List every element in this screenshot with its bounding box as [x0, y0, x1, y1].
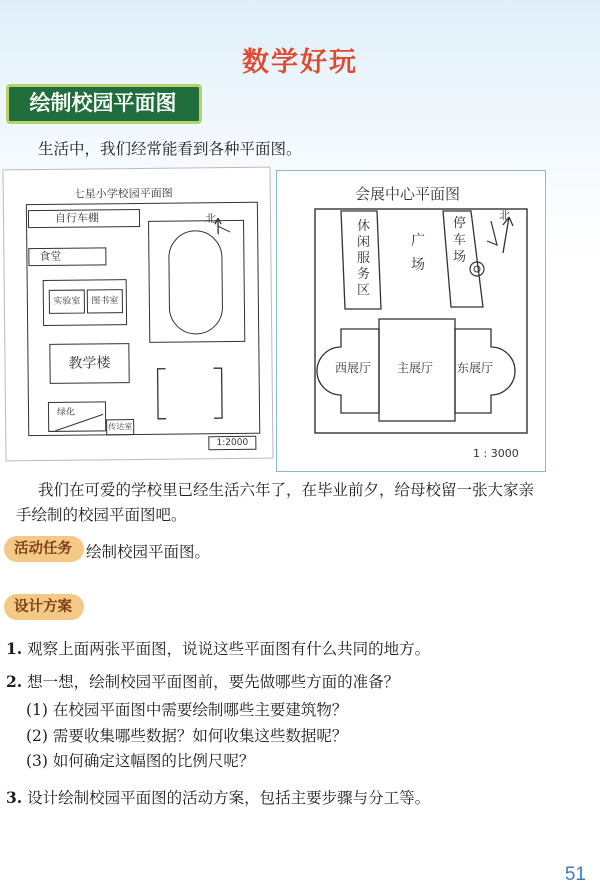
section-banner-label: 绘制校园平面图 [29, 91, 177, 115]
paragraph-line-1: 我们在可爱的学校里已经生活六年了，在毕业前夕，给母校留一张大家亲 [38, 481, 535, 499]
running-track [168, 230, 223, 335]
guard-room: 传达室 [106, 419, 134, 435]
leisure-area: 休闲服务区 [357, 219, 371, 298]
school-scale: 1:2000 [208, 436, 256, 451]
parking: 停车场 [453, 216, 467, 265]
activity-text: 绘制校园平面图。 [86, 543, 211, 561]
question-2-num: 2. [6, 672, 23, 691]
question-3 [6, 786, 430, 808]
bracket-building [156, 366, 227, 423]
bike-shed: 自行车棚 [28, 209, 140, 228]
main-hall: 主展厅 [397, 361, 434, 375]
page-title: 数学好玩 [242, 47, 358, 78]
school-map [2, 167, 273, 462]
question-1-num: 1. [6, 639, 23, 658]
expo-scale: 1 : 3000 [473, 447, 519, 460]
expo-map-title: 会展中心平面图 [355, 185, 461, 203]
lab: 实验室 [49, 290, 85, 314]
green-area [48, 401, 106, 432]
east-hall: 东展厅 [457, 361, 494, 375]
activity-tag: 活动任务 [4, 536, 84, 562]
teaching-building: 教学楼 [49, 343, 129, 384]
question-3-num: 3. [6, 788, 23, 807]
question-2-3-num: (3) [26, 752, 48, 770]
question-2-1 [26, 698, 347, 720]
library: 图书室 [87, 289, 123, 313]
west-hall: 西展厅 [335, 361, 372, 375]
page-number: 51 [564, 864, 586, 885]
green-hatch [49, 402, 106, 432]
question-2-2 [26, 724, 347, 746]
north-label: 北 [204, 212, 217, 226]
question-2-1-num: (1) [26, 701, 48, 719]
intro-text: 生活中，我们经常能看到各种平面图。 [38, 140, 302, 158]
question-1 [6, 637, 430, 659]
design-plan-tag: 设计方案 [4, 594, 84, 620]
question-2-3 [26, 749, 254, 771]
school-map-title: 七星小学校园平面图 [73, 186, 173, 201]
expo-north-label: 北 [499, 209, 510, 222]
expo-map [276, 170, 546, 472]
question-2-1-text: 在校园平面图中需要绘制哪些主要建筑物？ [52, 701, 348, 719]
question-1-text: 观察上面两张平面图，说说这些平面图有什么共同的地方。 [27, 640, 431, 658]
question-2-text: 想一想，绘制校园平面图前，要先做哪些方面的准备？ [27, 673, 400, 691]
paragraph-line-2: 手绘制的校园平面图吧。 [16, 506, 187, 524]
question-3-text: 设计绘制校园平面图的活动方案，包括主要步骤与分工等。 [27, 789, 431, 807]
question-2-2-num: (2) [26, 727, 48, 745]
green-area-label: 绿化 [56, 407, 76, 418]
question-2-3-text: 如何确定这幅图的比例尺呢？ [52, 752, 255, 770]
question-2-2-text: 需要收集哪些数据？如何收集这些数据呢？ [52, 727, 348, 745]
canteen: 食堂 [28, 247, 106, 266]
square: 广场 [411, 233, 425, 273]
question-2 [6, 670, 399, 692]
